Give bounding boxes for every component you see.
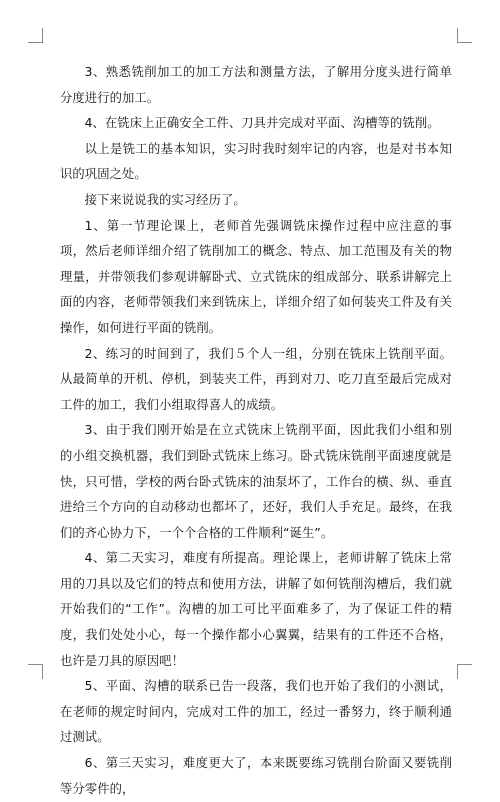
corner-mark-top-left [28, 28, 43, 43]
paragraph-4: 接下来说说我的实习经历了。 [84, 192, 246, 207]
paragraph-6: 2、练习的时间到了，我们５个人一组，分别在铣床上铣削平面。从最简单的开机、停机，到装夹工件，再到对刀、吃刀直至最后完成对工件的加工，我们小组取得喜人的成绩。 [60, 346, 452, 412]
paragraph-1: 3、熟悉铣削加工的加工方法和测量方法，了解用分度头进行简单分度进行的加工。 [60, 65, 452, 105]
paragraph-10: 6、第三天实习，难度更大了，本来既要练习铣削台阶面又要铣削等分零件的， [60, 756, 452, 796]
paragraph-7: 3、由于我们刚开始是在立式铣床上铣削平面，因此我们小组和别的小组交换机器，我们到卧式铣床上练习。卧式铣床铣削平面速度就是快，只可惜，学校的两台卧式铣床的油泵坏了，工作台的横、纵、垂直进给三个方向的自动移动也都坏了，还好，我们人手充足。最终，在我们的齐心协力下，一个个合格的工件顺利“诞生”。 [60, 423, 452, 540]
corner-mark-bottom-right [457, 664, 472, 679]
paragraph-5: 1、第一节理论课上，老师首先强调铣床操作过程中应注意的事项，然后老师详细介绍了铣削加工的概念、特点、加工范围及有关的物理量，并带领我们参观讲解卧式、立式铣床的组成部分、联系讲解完上面的内容，老师带领我们来到铣床上，详细介绍了如何装夹工件及有关操作，如何进行平面的铣削。 [60, 218, 452, 335]
paragraph-8: 4、第二天实习，难度有所提高。理论课上，老师讲解了铣床上常用的刀具以及它们的特点和使用方法，讲解了如何铣削沟槽后，我们就开始我们的“工作”。沟槽的加工可比平面难多了，为了保证工件的精度，我们处处小心，每一个操作都小心翼翼，结果有的工件还不合格，也许是刀具的原因吧！ [60, 551, 452, 668]
paragraph-3: 以上是铣工的基本知识，实习时我时刻牢记的内容，也是对书本知识的巩固之处。 [60, 141, 452, 182]
corner-mark-bottom-left [28, 664, 43, 679]
document-body [60, 60, 452, 802]
paragraph-9: 5、平面、沟槽的联系已告一段落，我们也开始了我们的小测试，在老师的规定时间内，完成对工件的加工，经过一番努力，终于顺利通过测试。 [60, 679, 452, 745]
corner-mark-top-right [457, 28, 472, 43]
paragraph-2: 4、在铣床上正确安全工件、刀具并完成对平面、沟槽等的铣削。 [84, 116, 440, 131]
